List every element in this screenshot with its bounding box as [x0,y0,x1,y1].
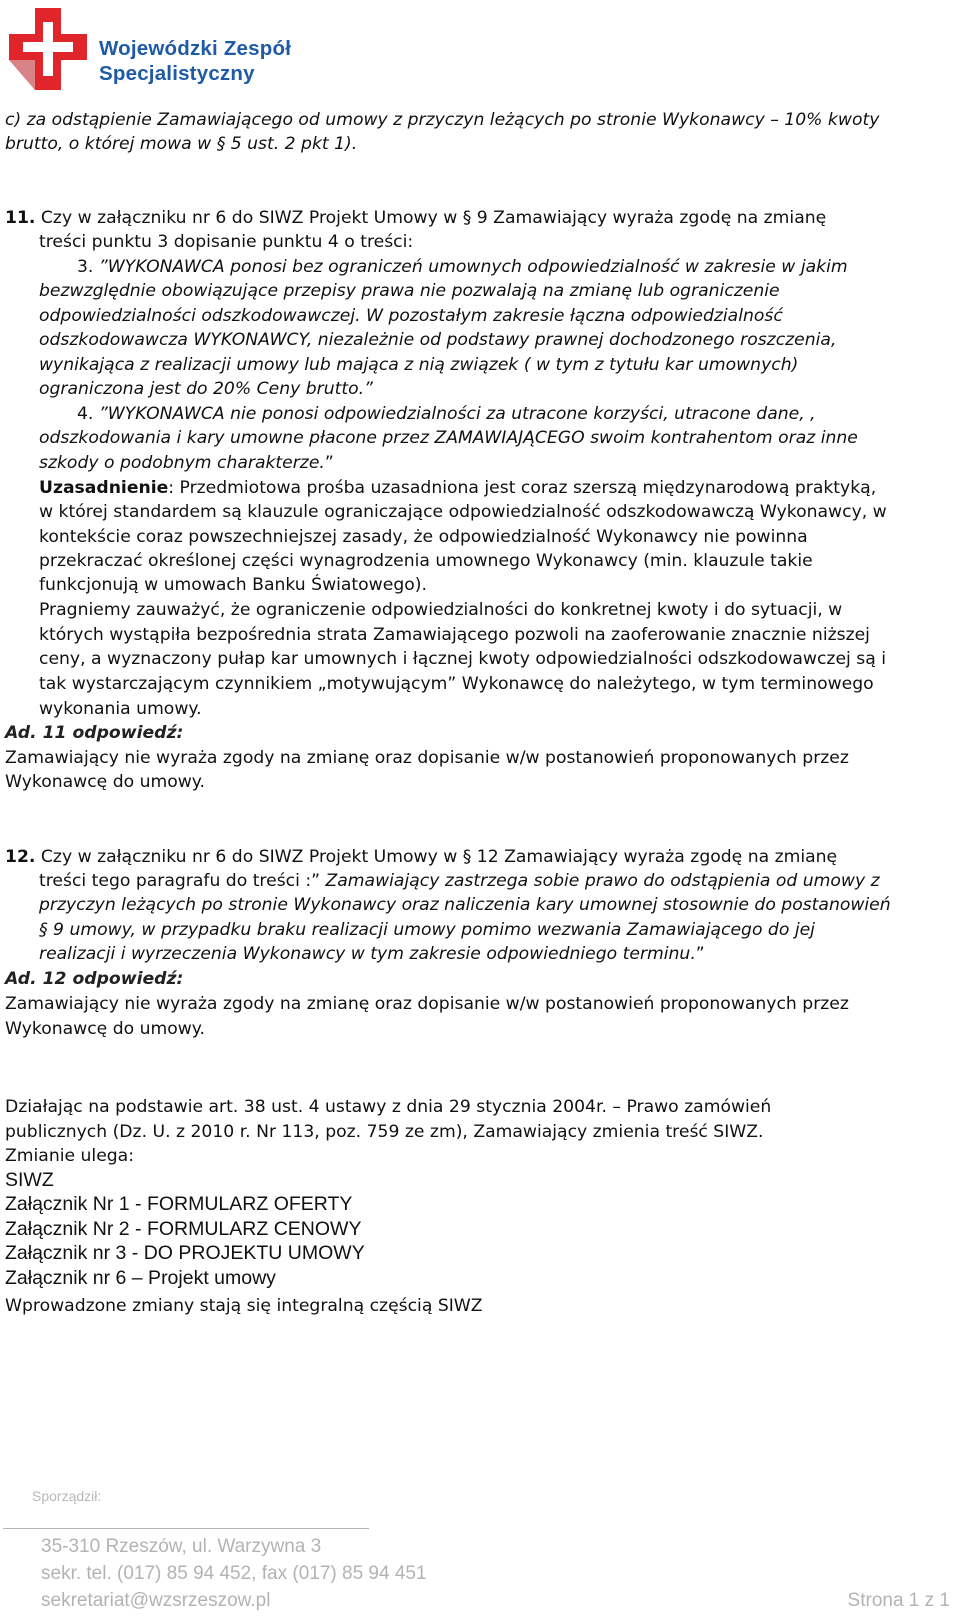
text-line: odszkodowawcza WYKONAWCY, niezależnie od podstawy prawnej dochodzonego roszczenia, [39,330,837,350]
text-line: Zamawiający nie wyraża zgody na zmianę oraz dopisanie w/w postanowień proponowanych przez [5,994,849,1014]
text-line: SIWZ [5,1169,54,1191]
text-line: których wystąpiła bezpośrednia strata Zamawiającego pozwoli na zaoferowanie znacznie niższej [39,625,870,645]
text-line: funkcjonują w umowach Banku Światowego). [39,575,427,595]
text-line: realizacji i wyrzeczenia Wykonawcy w tym zakresie odpowiedniego terminu.” [39,944,705,964]
text-line: szkody o podobnym charakterze.” [39,453,334,473]
text-line: Działając na podstawie art. 38 ust. 4 ustawy z dnia 29 stycznia 2004r. – Prawo zamówień [5,1097,772,1117]
text-line: 11. Czy w załączniku nr 6 do SIWZ Projekt Umowy w § 9 Zamawiający wyraża zgodę na zmianę [5,208,827,228]
text-line: Pragniemy zauważyć, że ograniczenie odpowiedzialności do konkretnej kwoty i do sytuacji, w [39,600,843,620]
text-line: Wprowadzone zmiany stają się integralną częścią SIWZ [5,1296,483,1316]
text-line: § 9 umowy, w przypadku braku realizacji umowy pomimo wezwania Zamawiającego do jej [39,920,815,940]
text-line: 3. ”WYKONAWCA ponosi bez ograniczeń umownych odpowiedzialność w zakresie w jakim [77,257,848,277]
text-line: bezwzględnie obowiązujące przepisy prawa nie pozwalają na zmianę lub ograniczenie [39,281,780,301]
text-line: przyczyn leżących po stronie Wykonawcy oraz naliczenia kary umownej stosownie do postanowień [39,895,891,915]
page-number: Strona 1 z 1 [847,1590,950,1611]
organization-logo [5,4,325,96]
text-line: treści punktu 3 dopisanie punktu 4 o treści: [39,232,414,252]
text-line: przekraczać określonej części wynagrodzenia umownego Wykonawcy (min. klauzule takie [39,551,813,571]
text-line: brutto, o której mowa w § 5 ust. 2 pkt 1). [5,134,358,154]
text-line: wynikająca z realizacji umowy lub mająca z nią związek ( w tym z tytułu kar umownych) [39,355,799,375]
text-line: tak wystarczającym czynnikiem „motywującym” Wykonawcę do należytego, w tym terminowego [39,674,874,694]
text-line: odpowiedzialności odszkodowawczej. W pozostałym zakresie łączna odpowiedzialność [39,306,783,326]
text-line: c) za odstąpienie Zamawiającego od umowy z przyczyn leżących po stronie Wykonawcy – 10% kwoty [5,110,880,130]
text-line: Zmianie ulega: [5,1146,135,1166]
footer-divider [3,1528,369,1529]
text-line: Wykonawcę do umowy. [5,772,205,792]
organization-name-line2: Specjalistyczny [99,62,255,85]
text-line: Załącznik nr 3 - DO PROJEKTU UMOWY [5,1242,365,1264]
text-line: w której standardem są klauzule ograniczające odpowiedzialność odszkodowawczą Wykonawcy, w [39,502,887,522]
text-line: Załącznik Nr 2 - FORMULARZ CENOWY [5,1218,362,1240]
footer-email: sekretariat@wzsrzeszow.pl [41,1590,271,1611]
text-line: ograniczona jest do 20% Ceny brutto.” [39,379,373,399]
text-line: kontekście coraz powszechniejszej zasady, że odpowiedzialność Wykonawcy nie powinna [39,527,808,547]
text-line: Uzasadnienie: Przedmiotowa prośba uzasadniona jest coraz szerszą międzynarodową praktyką, [39,478,877,498]
text-line: ceny, a wyznaczony pułap kar umownych i łącznej kwoty odpowiedzialności odszkodowawczej są i [39,649,886,669]
text-line: 12. Czy w załączniku nr 6 do SIWZ Projekt Umowy w § 12 Zamawiający wyraża zgodę na zmianę [5,847,838,867]
text-line: Załącznik Nr 1 - FORMULARZ OFERTY [5,1193,353,1215]
text-line: Załącznik nr 6 – Projekt umowy [5,1267,276,1289]
text-line: Ad. 11 odpowiedź: [5,723,184,743]
text-line: odszkodowania i kary umowne płacone przez ZAMAWIAJĄCEGO swoim kontrahentom oraz inne [39,428,858,448]
organization-name-line1: Wojewódzki Zespół [99,37,292,60]
text-line: Wykonawcę do umowy. [5,1019,205,1039]
organization-name [99,36,291,86]
text-line: Zamawiający nie wyraża zgody na zmianę oraz dopisanie w/w postanowień proponowanych przez [5,748,849,768]
prepared-by-label: Sporządził: [32,1488,102,1504]
text-line: 4. ”WYKONAWCA nie ponosi odpowiedzialności za utracone korzyści, utracone dane, , [77,404,816,424]
text-line: treści tego paragrafu do treści :” Zamawiający zastrzega sobie prawo do odstąpienia od umowy z [39,871,880,891]
text-line: Ad. 12 odpowiedź: [5,969,184,989]
footer-phone: sekr. tel. (017) 85 94 452, fax (017) 85 94 451 [41,1563,427,1584]
text-line: wykonania umowy. [39,699,202,719]
page-footer [0,1490,960,1620]
text-line: publicznych (Dz. U. z 2010 r. Nr 113, poz. 759 ze zm), Zamawiający zmienia treść SIWZ. [5,1122,764,1142]
footer-address: 35-310 Rzeszów, ul. Warzywna 3 [41,1536,322,1557]
medical-cross-icon [5,4,91,94]
